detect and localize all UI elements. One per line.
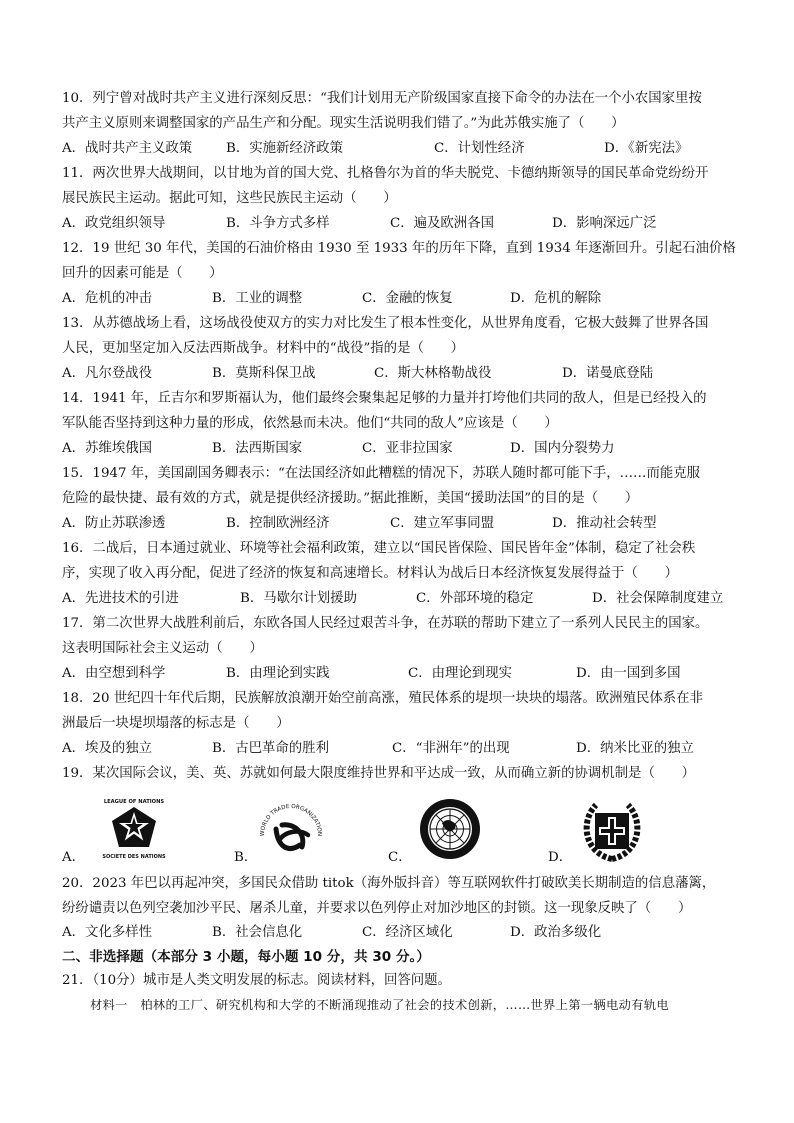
- q11-option-a[interactable]: A．政党组织领导: [62, 216, 166, 231]
- q12-options: [62, 289, 752, 309]
- q13-option-c[interactable]: C．斯大林格勒战役: [374, 366, 492, 381]
- q15-options: [62, 514, 752, 534]
- q20-options: [62, 923, 752, 943]
- q12-line-1: 12．19 世纪 30 年代，美国的石油价格由 1930 至 1933 年的历年下降，直到 1934 年逐渐回升。引起石油价格: [62, 241, 736, 256]
- q17-option-b[interactable]: B．由理论到实践: [226, 666, 330, 681]
- q17-line-2: 这表明国际社会主义运动（ ）: [62, 641, 263, 656]
- q14-option-c[interactable]: C．亚非拉国家: [362, 441, 453, 456]
- league-logo-top-text: LEAGUE OF NATIONS: [103, 799, 165, 805]
- q20-line-1: 20．2023 年巴以再起冲突，多国民众借助 titok（海外版抖音）等互联网软件打破欧美长期制造的信息藩篱，: [62, 876, 716, 891]
- q21-stem: 21．（10分）城市是人类文明发展的标志。阅读材料，回答问题。: [62, 973, 451, 988]
- q13-line-1: 13．从苏德战场上看，这场战役使双方的实力对比发生了根本性变化，从世界角度看，它极大鼓舞了世界各国: [62, 316, 709, 331]
- q20-option-d[interactable]: D．政治多级化: [510, 925, 602, 940]
- q19-option-b[interactable]: B．: [234, 850, 258, 865]
- q12-option-a[interactable]: A．危机的冲击: [62, 291, 153, 306]
- q18-option-c[interactable]: C．“非洲年”的出现: [392, 741, 510, 756]
- q17-options: [62, 664, 752, 684]
- q15-option-c[interactable]: C．建立军事同盟: [390, 516, 494, 531]
- q14-line-2: 军队能否坚持到这种力量的形成，依然悬而未决。他们“共同的敌人”应该是（ ）: [62, 416, 558, 431]
- q13-line-2: 人民，更加坚定加入反法西斯战争。材料中的“战役”指的是（ ）: [62, 341, 465, 356]
- wto-arc-text: WORLD TRADE ORGANIZATION: [259, 803, 323, 837]
- q18-option-d[interactable]: D．纳米比亚的独立: [576, 741, 694, 756]
- q20-option-b[interactable]: B．社会信息化: [212, 925, 303, 940]
- league-of-nations-logo[interactable]: [92, 795, 176, 863]
- q20-line-2: 纷纷谴责以色列空袭加沙平民、屠杀儿童，并要求以色列停止对加沙地区的封锁。这一现象反映了（ ）: [62, 901, 692, 916]
- wto-logo[interactable]: [254, 795, 328, 863]
- q21-material-1: 材料一 柏林的工厂、研究机构和大学的不断涌现推动了社会的技术创新，……世界上第一辆电动有轨电: [90, 998, 670, 1012]
- q16-line-1: 16．二战后，日本通过就业、环境等社会福利政策，建立以“国民皆保险、国民皆年金”体制，稳定了社会秩: [62, 541, 696, 556]
- league-logo-bottom-text: SOCIETE DES NATIONS: [102, 854, 166, 860]
- q16-line-2: 序，实现了收入再分配，促进了经济的恢复和高速增长。材料认为战后日本经济恢复发展得益于（ ）: [62, 566, 678, 581]
- un-emblem-logo[interactable]: [412, 795, 488, 863]
- q18-option-b[interactable]: B．古巴革命的胜利: [212, 741, 329, 756]
- q14-option-a[interactable]: A．苏维埃俄国: [62, 441, 153, 456]
- q16-options: [62, 589, 752, 609]
- q14-option-d[interactable]: D．国内分裂势力: [510, 441, 615, 456]
- q16-option-d[interactable]: D．社会保障制度建立: [592, 591, 724, 606]
- q20-option-a[interactable]: A．文化多样性: [62, 925, 153, 940]
- q18-line-1: 18．20 世纪四十年代后期，民族解放浪潮开始空前高涨，殖民体系的堤坝一块块的塌落。欧洲殖民体系在非: [62, 691, 703, 706]
- q13-option-b[interactable]: B．莫斯科保卫战: [212, 366, 316, 381]
- q14-option-b[interactable]: B．法西斯国家: [212, 441, 303, 456]
- q17-option-c[interactable]: C．由理论到现实: [408, 666, 512, 681]
- q15-option-a[interactable]: A．防止苏联渗透: [62, 516, 166, 531]
- q19-option-d[interactable]: D．: [548, 850, 573, 865]
- q10-line-1: 10．列宁曾对战时共产主义进行深刻反思：“我们计划用无产阶级国家直接下命令的办法在一个小农国家里按: [62, 91, 702, 106]
- q17-line-1: 17．第二次世界大战胜利前后，东欧各国人民经过艰苦斗争，在苏联的帮助下建立了一系列人民民主的国家。: [62, 616, 709, 631]
- q12-option-d[interactable]: D．危机的解除: [510, 291, 602, 306]
- q15-option-b[interactable]: B．控制欧洲经济: [226, 516, 330, 531]
- q10-option-c[interactable]: C．计划性经济: [434, 141, 525, 156]
- q14-options: [62, 439, 752, 459]
- q14-line-1: 14．1941 年，丘吉尔和罗斯福认为，他们最终会聚集起足够的力量并打垮他们共同的敌人，但是已经投入的: [62, 391, 707, 406]
- q13-options: [62, 364, 752, 384]
- q16-option-b[interactable]: B．马歇尔计划援助: [240, 591, 357, 606]
- q15-option-d[interactable]: D．推动社会转型: [552, 516, 657, 531]
- q11-line-2: 展民族民主运动。据此可知，这些民族民主运动（ ）: [62, 191, 397, 206]
- q10-option-b[interactable]: B．实施新经济政策: [226, 141, 343, 156]
- q15-line-1: 15．1947 年，美国副国务卿表示：“在法国经济如此糟糕的情况下，苏联人随时都可能下手，……而能克服: [62, 466, 701, 481]
- q19-line-1: 19．某次国际会议，美、英、苏就如何最大限度维持世界和平达成一致，从而确立新的协调机制是（ ）: [62, 766, 696, 781]
- q19-option-a[interactable]: A．: [62, 850, 86, 865]
- q17-option-a[interactable]: A．由空想到科学: [62, 666, 166, 681]
- q11-options: [62, 214, 752, 234]
- q20-option-c[interactable]: C．经济区域化: [362, 925, 453, 940]
- wreath-cross-logo[interactable]: [574, 795, 650, 865]
- q17-option-d[interactable]: D．由一国到多国: [576, 666, 681, 681]
- q11-option-d[interactable]: D．影响深远广泛: [552, 216, 657, 231]
- q18-line-2: 洲最后一块堤坝塌落的标志是（ ）: [62, 716, 290, 731]
- q11-option-c[interactable]: C．遍及欧洲各国: [390, 216, 494, 231]
- q19-option-c[interactable]: C．: [388, 850, 412, 865]
- section-2-heading: 二、非选择题（本部分 3 小题，每小题 10 分，共 30 分。）: [62, 949, 430, 965]
- q10-option-d[interactable]: D．《新宪法》: [604, 141, 689, 156]
- q10-option-a[interactable]: A．战时共产主义政策: [62, 141, 193, 156]
- q15-line-2: 危险的最快捷、最有效的方式，就是提供经济援助。”据此推断，美国“援助法国”的目的是（ ）: [62, 491, 639, 506]
- q16-option-c[interactable]: C．外部环境的稳定: [416, 591, 534, 606]
- q18-option-a[interactable]: A．埃及的独立: [62, 741, 153, 756]
- q10-options: [62, 139, 752, 159]
- q13-option-a[interactable]: A．凡尔登战役: [62, 366, 153, 381]
- q12-line-2: 回升的因素可能是（ ）: [62, 266, 223, 281]
- q10-line-2: 共产主义原则来调整国家的产品生产和分配。现实生活说明我们错了。”为此苏俄实施了（ ）: [62, 116, 625, 131]
- q12-option-c[interactable]: C．金融的恢复: [362, 291, 453, 306]
- q11-option-b[interactable]: B．斗争方式多样: [226, 216, 330, 231]
- q13-option-d[interactable]: D．诺曼底登陆: [562, 366, 654, 381]
- q11-line-1: 11．两次世界大战期间，以甘地为首的国大党、扎格鲁尔为首的华夫脱党、卡德纳斯领导的国民革命党纷纷开: [62, 166, 709, 181]
- cross-inner-horizontal: [601, 829, 623, 833]
- q16-option-a[interactable]: A．先进技术的引进: [62, 591, 179, 606]
- q18-options: [62, 739, 752, 759]
- q12-option-b[interactable]: B．工业的调整: [212, 291, 303, 306]
